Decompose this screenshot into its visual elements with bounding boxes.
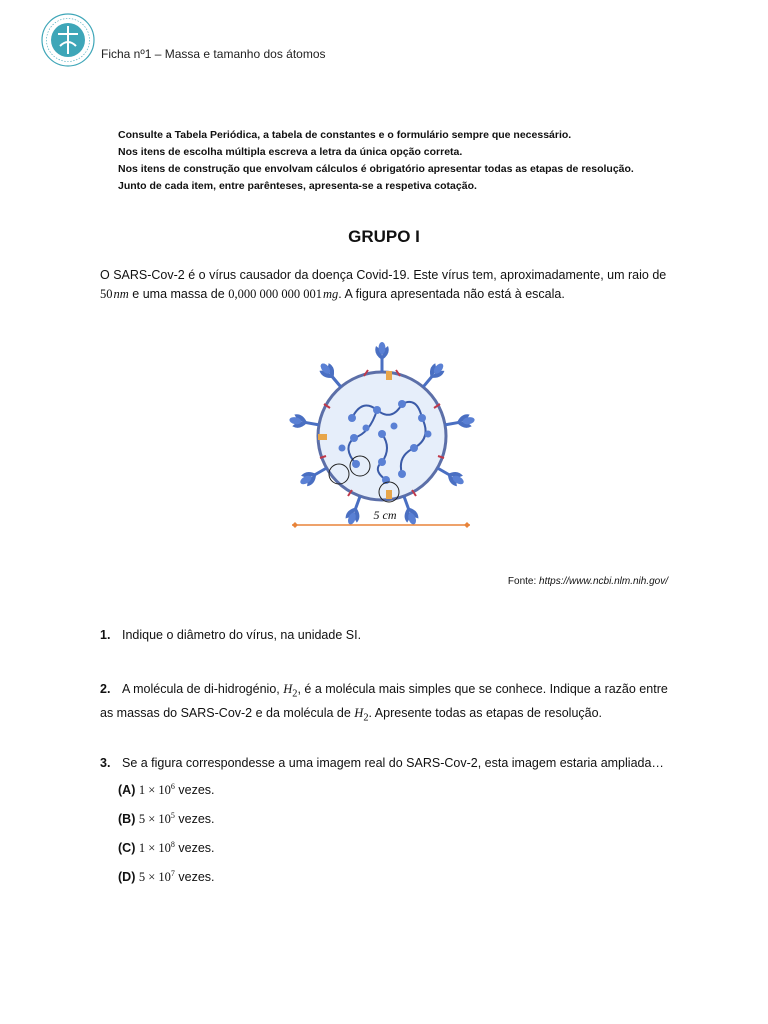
instruction-line: Nos itens de construção que envolvam cálculos é obrigatório apresentar todas as etapas de resolução. xyxy=(118,163,634,175)
virus-illustration xyxy=(282,338,482,538)
scale-label: 5 cm xyxy=(373,508,397,522)
question-2: 2. A molécula de di-hidrogénio, $H_2$, é a molécula mais simples que se conhece. Indique a razão entre as massas do SARS-Cov-2 e da molécula de $H_2$. Apresente todas as etapas de resolução. xyxy=(100,682,668,723)
question-3: 3. Se a figura correspondesse a uma imagem real do SARS-Cov-2, esta imagem estaria ampliada… xyxy=(100,754,672,773)
figure-source: Fonte: https://www.ncbi.nlm.nih.gov/ xyxy=(507,576,668,587)
question-number: 1. xyxy=(100,628,111,642)
option-c[interactable]: (C) $1 \times 10^8$ vezes. xyxy=(118,840,215,856)
school-logo xyxy=(40,12,96,68)
instructions-block xyxy=(118,127,634,195)
instruction-line: Nos itens de escolha múltipla escreva a letra da única opção correta. xyxy=(118,146,463,158)
question-number: 2. xyxy=(100,682,111,696)
option-d[interactable]: (D) $5 \times 10^7$ vezes. xyxy=(118,869,215,885)
question-1: 1. Indique o diâmetro do vírus, na unidade SI. xyxy=(100,626,361,645)
option-a[interactable]: (A) $1 \times 10^6$ vezes. xyxy=(118,782,215,798)
instruction-line: Junto de cada item, entre parênteses, apresenta-se a respetiva cotação. xyxy=(118,180,477,192)
option-b[interactable]: (B) $5 \times 10^5$ vezes. xyxy=(118,811,215,827)
question-number: 3. xyxy=(100,756,111,770)
group-title: GRUPO I xyxy=(348,227,420,246)
source-link[interactable]: https://www.ncbi.nlm.nih.gov/ xyxy=(539,576,668,587)
intro-paragraph: O SARS-Cov-2 é o vírus causador da doença Covid-19. Este vírus tem, aproximadamente, um raio de 50 nm e uma massa de 0,000 000 000 001 mg. A figura apresentada não está à escala. xyxy=(100,268,667,301)
instruction-line: Consulte a Tabela Periódica, a tabela de constantes e o formulário sempre que necessário. xyxy=(118,129,572,141)
worksheet-title: Ficha nº1 – Massa e tamanho dos átomos xyxy=(101,47,326,61)
